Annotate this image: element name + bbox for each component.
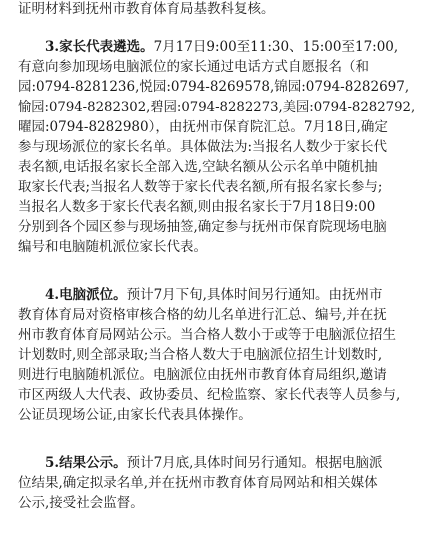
text-line: 取家长代表;当报名人数等于家长代表名额,所有报名家长参与; — [18, 179, 383, 195]
text-line: 教育体育局对资格审核合格的幼儿名单进行汇总、编号,并在抚 — [18, 307, 387, 323]
text-line: 参与现场派位的家长名单。具体做法为:当报名人数少于家长代 — [18, 139, 388, 155]
text-line: 分别到各个园区参与现场抽签,确定参与抚州市保育院现场电脑 — [18, 219, 387, 235]
text-line: 公证员现场公证,由家长代表具体操作。 — [18, 407, 252, 423]
section-3-heading: 3.家长代表遴选。 — [45, 39, 154, 55]
text-line: 位结果,确定拟录名单,并在抚州市教育体育局网站和相关媒体 — [18, 475, 378, 491]
section-4-line: 4.电脑派位。预计7月下旬,具体时间另行通知。由抚州市 — [45, 287, 383, 303]
text-line: 则进行电脑随机派位。电脑派位由抚州市教育体育局组织,邀请 — [18, 367, 387, 383]
text-line: 曜园:0794-8282980），由抚州市保育院汇总。7月18日,确定 — [18, 119, 388, 135]
section-4-heading: 4.电脑派位。 — [45, 287, 127, 303]
text-line: 州市教育体育局网站公示。当合格人数小于或等于电脑派位招生 — [18, 327, 396, 343]
text-line: 证明材料到抚州市教育体育局基教科复核。 — [18, 1, 275, 17]
section-5-line: 5.结果公示。预计7月底,具体时间另行通知。根据电脑派 — [45, 455, 383, 471]
section-3-line: 3.家长代表遴选。7月17日9:00至11:30、15:00至17:00, — [45, 39, 399, 55]
text-line: 当报名人数多于家长代表名额,则由报名家长于7月18日9:00 — [18, 199, 376, 215]
text-line: 愉园:0794-8282302,碧园:0794-8282273,美园:0794-8282792, — [18, 100, 416, 115]
text-line: 编号和电脑随机派位家长代表。 — [18, 239, 207, 255]
text-line: 有意向参加现场电脑派位的家长通过电话方式自愿报名（和 — [18, 59, 369, 75]
text-line: 园:0794-8281236,悦园:0794-8269578,锦园:0794-8282697, — [18, 79, 410, 95]
text-line: 表名额,电话报名家长全部入选,空缺名额从公示名单中随机抽 — [18, 159, 378, 175]
text-line: 公示,接受社会监督。 — [18, 495, 144, 511]
text-line: 市区两级人大代表、政协委员、纪检监察、家长代表等人员参与, — [18, 387, 401, 403]
section-5-heading: 5.结果公示。 — [45, 455, 127, 471]
text-line: 计划数时,则全部录取;当合格人数大于电脑派位招生计划数时, — [18, 347, 383, 363]
